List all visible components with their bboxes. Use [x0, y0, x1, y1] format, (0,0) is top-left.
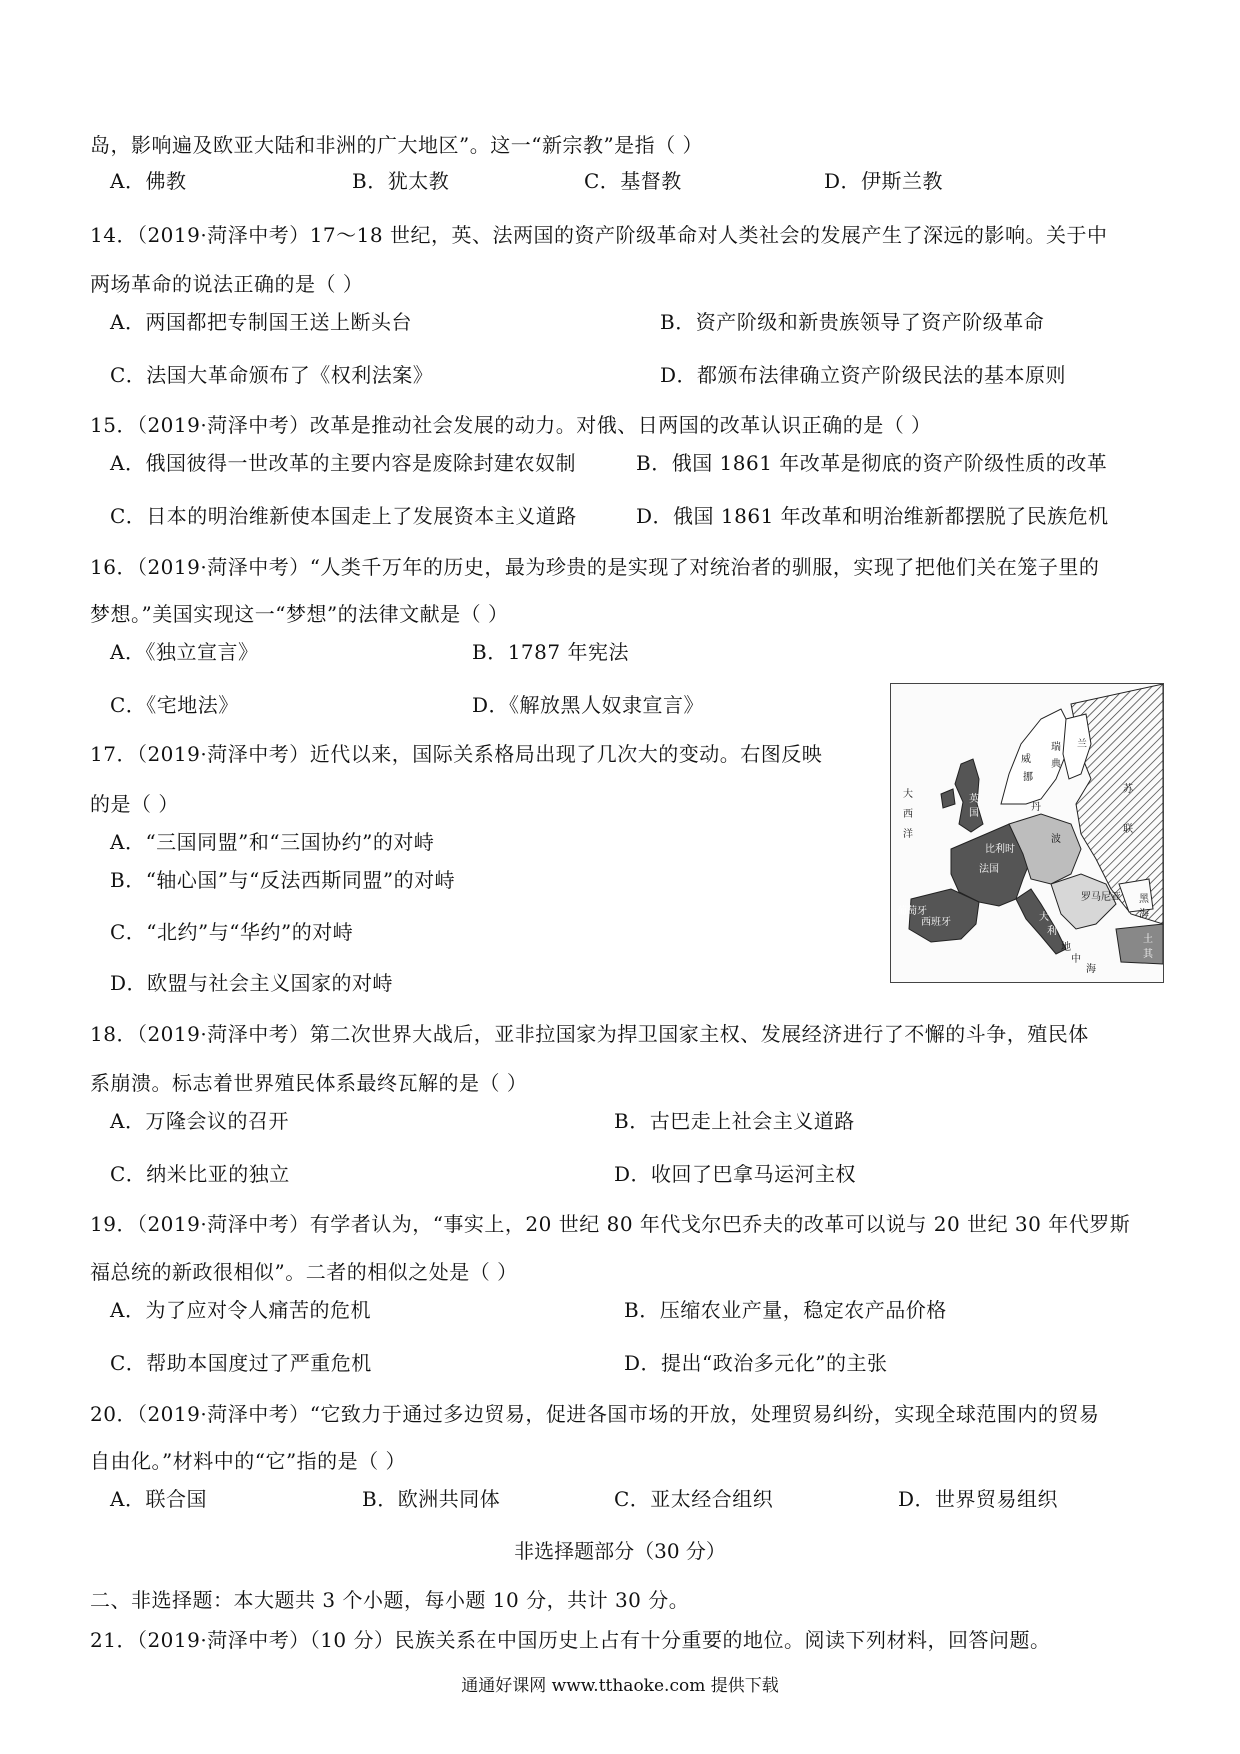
- section-title: 非选择题部分（30 分）: [514, 1539, 726, 1563]
- map-label: 英: [969, 794, 979, 805]
- q18-option-c: C．纳米比亚的独立: [110, 1162, 290, 1186]
- q20-option-c: C．亚太经合组织: [614, 1487, 774, 1511]
- map-label: 国: [969, 808, 979, 819]
- q16-option-a: A．《独立宣言》: [110, 640, 259, 664]
- q17-option-a: A．“三国同盟”和“三国协约”的对峙: [110, 830, 435, 854]
- map-label: 地: [1061, 942, 1071, 953]
- q18-stem-line2: 系崩溃。标志着世界殖民体系最终瓦解的是（ ）: [90, 1071, 528, 1095]
- map-label: 中: [1071, 954, 1081, 965]
- q16-stem-line1: 16．（2019·菏泽中考）“人类千万年的历史，最为珍贵的是实现了对统治者的驯服，实现了把他们关在笼子里的: [90, 555, 1100, 579]
- map-label: 西班牙: [921, 917, 951, 928]
- map-label: 威: [1021, 754, 1031, 765]
- section-description: 二、非选择题：本大题共 3 个小题，每小题 10 分，共计 30 分。: [90, 1588, 690, 1612]
- q13-stem: 岛，影响遍及欧亚大陆和非洲的广大地区”。这一“新宗教”是指（ ）: [90, 133, 704, 157]
- q14-option-b: B．资产阶级和新贵族领导了资产阶级革命: [660, 310, 1045, 334]
- map-label: 海: [1139, 909, 1149, 920]
- q15-stem: 15．（2019·菏泽中考）改革是推动社会发展的动力。对俄、日两国的改革认识正确的是（ ）: [90, 413, 932, 437]
- q20-option-d: D．世界贸易组织: [898, 1487, 1059, 1511]
- map-label: 挪: [1023, 772, 1033, 783]
- q15-option-a: A．俄国彼得一世改革的主要内容是废除封建农奴制: [110, 451, 576, 475]
- map-label: 波: [1051, 834, 1061, 845]
- q17-option-b: B．“轴心国”与“反法西斯同盟”的对峙: [110, 868, 456, 892]
- q15-option-d: D．俄国 1861 年改革和明治维新都摆脱了民族危机: [636, 504, 1109, 528]
- q20-option-b: B．欧洲共同体: [362, 1487, 501, 1511]
- q14-stem-line2: 两场革命的说法正确的是（ ）: [90, 272, 364, 296]
- q17-stem-line1: 17．（2019·菏泽中考）近代以来，国际关系格局出现了几次大的变动。右图反映: [90, 742, 823, 766]
- europe-map: [890, 683, 1164, 983]
- q21-stem: 21．（2019·菏泽中考）（10 分）民族关系在中国历史上占有十分重要的地位。阅读下列材料，回答问题。: [90, 1628, 1051, 1652]
- q18-option-d: D．收回了巴拿马运河主权: [614, 1162, 857, 1186]
- q17-stem-line2: 的是（ ）: [90, 792, 179, 816]
- map-label: 葡萄牙: [897, 906, 927, 917]
- map-label: 黑: [1139, 894, 1149, 905]
- q19-option-c: C．帮助本国度过了严重危机: [110, 1351, 372, 1375]
- q19-option-b: B．压缩农业产量，稳定农产品价格: [624, 1298, 947, 1322]
- q16-option-c: C．《宅地法》: [110, 693, 239, 717]
- map-label: 西: [903, 809, 913, 820]
- q13-option-a: A．佛教: [110, 169, 187, 193]
- q20-stem-line1: 20．（2019·菏泽中考）“它致力于通过多边贸易，促进各国市场的开放，处理贸易纠纷，实现全球范围内的贸易: [90, 1402, 1100, 1426]
- q15-option-c: C．日本的明治维新使本国走上了发展资本主义道路: [110, 504, 577, 528]
- map-label: 兰: [1077, 739, 1087, 750]
- map-label: 洋: [903, 829, 913, 840]
- q19-option-a: A．为了应对令人痛苦的危机: [110, 1298, 371, 1322]
- q17-option-d: D．欧盟与社会主义国家的对峙: [110, 971, 394, 995]
- map-label: 罗马尼亚: [1081, 892, 1121, 903]
- map-label: 丹: [1031, 802, 1041, 813]
- q20-stem-line2: 自由化。”材料中的“它”指的是（ ）: [90, 1449, 407, 1473]
- q14-option-a: A．两国都把专制国王送上断头台: [110, 310, 412, 334]
- page-footer: 通通好课网 www.tthaoke.com 提供下载: [461, 1676, 779, 1696]
- q14-option-c: C．法国大革命颁布了《权利法案》: [110, 363, 434, 387]
- q17-option-c: C．“北约”与“华约”的对峙: [110, 920, 354, 944]
- q15-option-b: B．俄国 1861 年改革是彻底的资产阶级性质的改革: [636, 451, 1108, 475]
- q20-option-a: A．联合国: [110, 1487, 207, 1511]
- q16-option-b: B．1787 年宪法: [472, 640, 629, 664]
- map-label: 土: [1143, 934, 1153, 945]
- map-label: 利: [1047, 926, 1057, 937]
- q18-option-b: B．古巴走上社会主义道路: [614, 1109, 855, 1133]
- map-label: 苏: [1123, 784, 1133, 795]
- q16-stem-line2: 梦想。”美国实现这一“梦想”的法律文献是（ ）: [90, 602, 509, 626]
- q16-option-d: D．《解放黑人奴隶宣言》: [472, 693, 705, 717]
- map-label: 典: [1051, 759, 1061, 770]
- q14-option-d: D．都颁布法律确立资产阶级民法的基本原则: [660, 363, 1067, 387]
- map-label: 大: [1039, 912, 1049, 923]
- map-label: 大: [903, 789, 913, 800]
- map-label: 联: [1123, 824, 1133, 835]
- map-label: 其: [1143, 949, 1153, 960]
- q19-option-d: D．提出“政治多元化”的主张: [624, 1351, 888, 1375]
- map-label: 海: [1086, 964, 1096, 975]
- q19-stem-line2: 福总统的新政很相似”。二者的相似之处是（ ）: [90, 1260, 518, 1284]
- q13-option-c: C．基督教: [584, 169, 682, 193]
- map-label: 法国: [979, 864, 999, 875]
- q18-stem-line1: 18．（2019·菏泽中考）第二次世界大战后，亚非拉国家为捍卫国家主权、发展经济进行了不懈的斗争，殖民体: [90, 1022, 1089, 1046]
- q19-stem-line1: 19．（2019·菏泽中考）有学者认为，“事实上，20 世纪 80 年代戈尔巴乔夫的改革可以说与 20 世纪 30 年代罗斯: [90, 1212, 1131, 1236]
- q13-option-d: D．伊斯兰教: [824, 169, 944, 193]
- map-label: 瑞: [1051, 742, 1061, 753]
- q18-option-a: A．万隆会议的召开: [110, 1109, 289, 1133]
- map-label: 比利时: [985, 844, 1015, 855]
- q13-option-b: B．犹太教: [352, 169, 450, 193]
- q14-stem-line1: 14．（2019·菏泽中考）17～18 世纪，英、法两国的资产阶级革命对人类社会的发展产生了深远的影响。关于中: [90, 223, 1108, 247]
